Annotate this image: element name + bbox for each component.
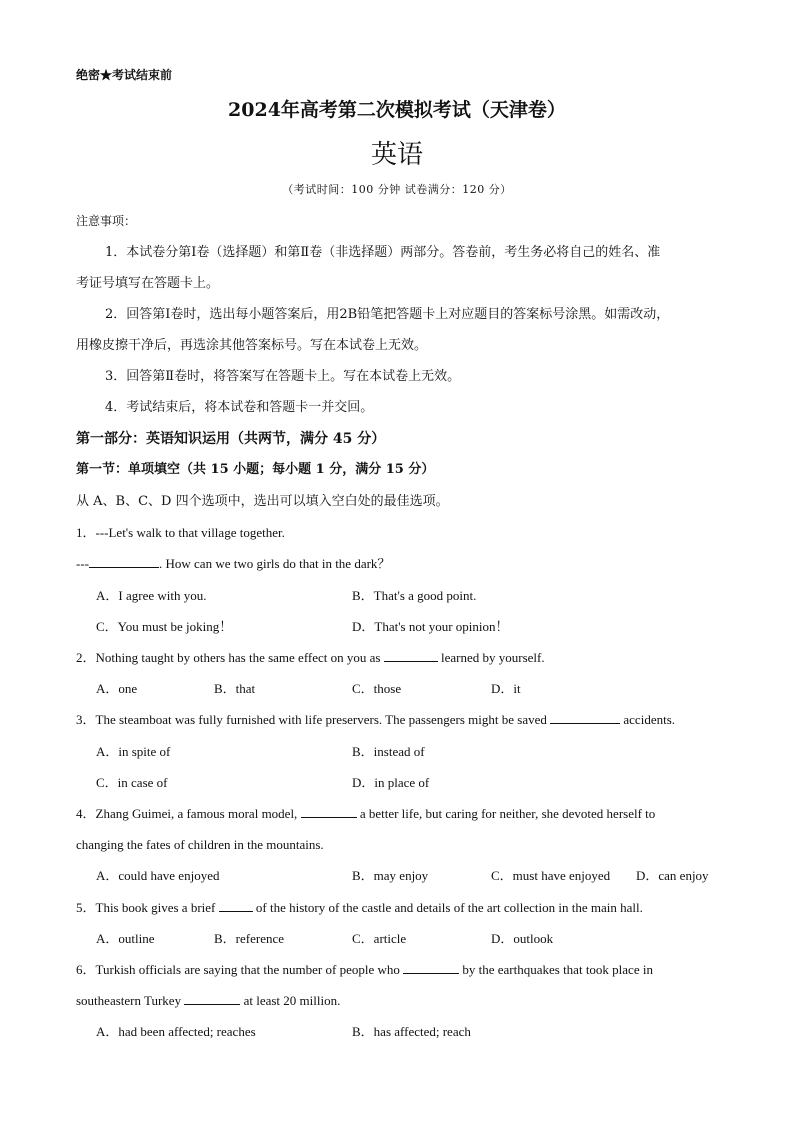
question-5-stem-end: of the history of the castle and details of the art collection in the main hall.: [255, 900, 643, 915]
question-3-blank: [550, 711, 620, 724]
question-5-stem: [76, 899, 643, 917]
section-1-instruction: 从 A、B、C、D 四个选项中，选出可以填入空白处的最佳选项。: [76, 494, 449, 509]
question-3-stem: [76, 711, 675, 729]
question-3-stem-end: accidents.: [623, 712, 676, 727]
question-4-option-c: C．must have enjoyed: [491, 868, 611, 883]
question-1-response-text: . How can we two girls do that in the dark？: [159, 556, 391, 571]
question-5-blank: [219, 899, 253, 912]
exam-title: 2024年高考第二次模拟考试（天津卷）: [228, 99, 566, 121]
question-3-option-b: B．instead of: [352, 744, 425, 759]
question-4-blank: [301, 805, 357, 818]
subject-title: 英语: [370, 140, 423, 170]
question-1-option-b: B．That's a good point.: [352, 588, 477, 603]
question-5-option-d: D．outlook: [491, 931, 554, 946]
question-2-stem: [76, 649, 545, 667]
question-2-stem-end: learned by yourself.: [440, 650, 545, 665]
question-5-option-c: C．article: [352, 931, 407, 946]
question-6-stem-start: 6．Turkish officials are saying that the number of people who: [76, 962, 400, 977]
exam-time-info: （考试时间：100 分钟 试卷满分：120 分）: [282, 183, 512, 196]
question-4-option-a: A．could have enjoyed: [96, 868, 220, 883]
question-6-stem-line-2: [76, 992, 340, 1010]
question-6-line-2-end: at least 20 million.: [243, 993, 341, 1008]
question-6-blank-2: [184, 992, 240, 1005]
question-4-option-b: B．may enjoy: [352, 868, 429, 883]
question-2-stem-start: 2．Nothing taught by others has the same effect on you as: [76, 650, 381, 665]
question-6-stem-end: by the earthquakes that took place in: [462, 962, 653, 977]
question-1-option-d: D．That's not your opinion！: [352, 619, 509, 634]
question-1-stem: 1．---Let's walk to that village together.: [76, 525, 285, 540]
question-3-stem-start: 3．The steamboat was fully furnished with life preservers. The passengers might be saved: [76, 712, 547, 727]
part-1-heading: 第一部分：英语知识运用（共两节，满分 45 分）: [76, 431, 386, 447]
notes-heading: 注意事项：: [76, 214, 137, 228]
question-6-line-2-start: southeastern Turkey: [76, 993, 182, 1008]
question-4-stem-start: 4．Zhang Guimei, a famous moral model,: [76, 806, 298, 821]
question-2-option-d: D．it: [491, 681, 521, 696]
confidential-label: 绝密★考试结束前: [76, 68, 173, 82]
question-3-option-c: C．in case of: [96, 775, 168, 790]
note-item-1-line-1: 1．本试卷分第Ⅰ卷（选择题）和第Ⅱ卷（非选择题）两部分。答卷前，考生务必将自己的姓名、准: [105, 245, 661, 260]
question-2-blank: [384, 649, 438, 662]
question-6-option-a: A．had been affected; reaches: [96, 1024, 256, 1039]
question-1-blank: [89, 555, 159, 568]
question-6-stem: [76, 961, 653, 979]
question-4-option-d: D．can enjoy: [636, 868, 709, 883]
question-2-option-a: A．one: [96, 681, 138, 696]
question-4-stem-end: a better life, but caring for neither, she devoted herself to: [359, 806, 656, 821]
note-item-4: 4．考试结束后，将本试卷和答题卡一并交回。: [105, 400, 374, 415]
section-1-heading: 第一节：单项填空（共 15 小题；每小题 1 分，满分 15 分）: [76, 462, 435, 477]
question-1-dashes: ---: [76, 556, 89, 571]
note-item-3: 3．回答第Ⅱ卷时，将答案写在答题卡上。写在本试卷上无效。: [105, 369, 461, 384]
question-6-blank-1: [403, 961, 459, 974]
question-4-stem-line-2: changing the fates of children in the mountains.: [76, 837, 324, 852]
note-item-2-line-2: 用橡皮擦干净后，再选涂其他答案标号。写在本试卷上无效。: [76, 338, 428, 353]
question-2-option-b: B．that: [214, 681, 256, 696]
note-item-2-line-1: 2．回答第Ⅰ卷时，选出每小题答案后，用2B铅笔把答题卡上对应题目的答案标号涂黑。如需改动，: [105, 307, 670, 322]
question-3-option-d: D．in place of: [352, 775, 430, 790]
note-item-1-line-2: 考证号填写在答题卡上。: [76, 276, 220, 291]
question-5-option-b: B．reference: [214, 931, 285, 946]
question-1-option-a: A．I agree with you.: [96, 588, 207, 603]
question-2-option-c: C．those: [352, 681, 402, 696]
question-5-option-a: A．outline: [96, 931, 155, 946]
question-4-stem: [76, 805, 655, 823]
question-6-option-b: B．has affected; reach: [352, 1024, 471, 1039]
question-1-option-c: C．You must be joking！: [96, 619, 233, 634]
question-3-option-a: A．in spite of: [96, 744, 171, 759]
question-5-stem-start: 5．This book gives a brief: [76, 900, 216, 915]
question-1-response: [76, 555, 390, 573]
